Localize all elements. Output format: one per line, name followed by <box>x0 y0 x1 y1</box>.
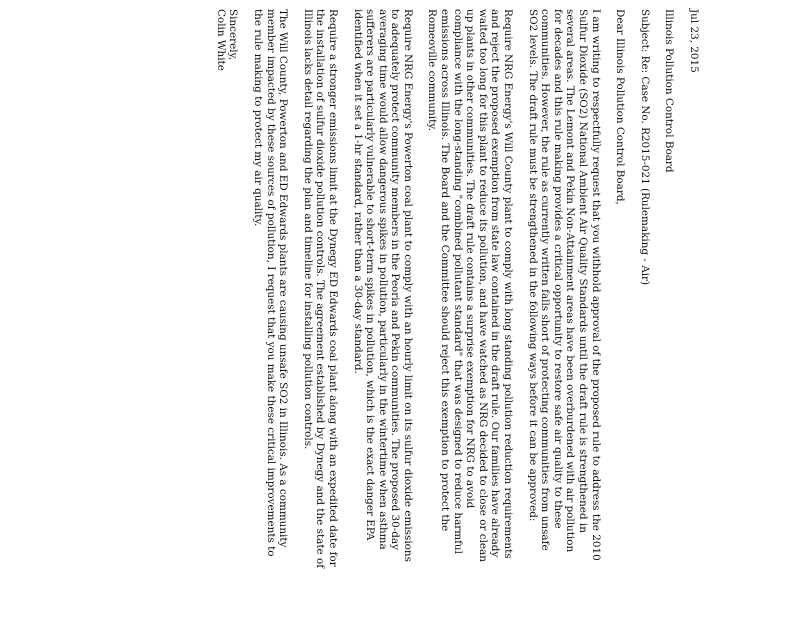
letter-paragraph: Require NRG Energy's Powerton coal plant to comply with an hourly limit on its sulfur dioxide emissions to adequately protect community members in the Peoria and Pekin communities. The proposed 30-day averaging time would allow dangerous spikes in pollution, particularly in the wintertime when asthma sufferers are particularly vulnerable to short-term spikes in pollution, which is the exact danger EPA identified when it set a 1-hr standard, rather than a 30-day standard. <box>351 9 414 562</box>
letter-paragraph: The Will County, Powerton and ED Edwards plants are causing unsafe SO2 in Illinois. As a community member impacted by these sources of pollution, I request that you make these critical improvements to the rule making to protect my air quality. <box>251 9 290 557</box>
letter-subject: Subject: Re: Case No. R2015-021 (Rulemaking - Air) <box>638 9 651 286</box>
letter-closing: Sincerely, <box>227 9 240 61</box>
letter-addressee: Illinois Pollution Control Board <box>663 9 676 173</box>
letter-paragraph: I am writing to respectfully request that you withhold approval of the proposed rule to address the 2010 Sulfur Dioxide (SO2) National Ambient Air Quality Standards until the draft rule is strengthened in several areas. The Lemont and Pekin Non-Attainment areas have been overburdened with air pollution for decades and this rule making provides a critical opportunity to restore safe air quality to these communities. However, the rule as currently written falls short of protecting communities from unsafe SO2 levels. The draft rule must be strengthened in the following ways before it can be approved: <box>526 9 602 561</box>
letter-signer: Colin White <box>214 9 227 71</box>
letter-paragraph: Require a stronger emissions limit at the Dynegy ED Edwards coal plant along with an expedited date for the installation of sulfur dioxide pollution controls. The agreement established by Dynegy and the state of Illinois lacks detail regarding the plan and timeline for installing pollution controls. <box>301 9 339 569</box>
letter-paragraph: Require NRG Energy's Will County plant to comply with long standing pollution reduction requirements and reject the proposed exemption from state law contained in the draft rule. Our families have already waited too long for this plant to reduce its pollution, and have watched as NRG decided to close or clean up plants in other communities. The draft rule contains a surprise exemption for NRG to avoid compliance with the long-standing "combined pollutant standard" that was designed to reduce harmful emissions across Illinois. The Board and the Committee should reject this exemption to protect the Romeoville community. <box>426 9 515 562</box>
letter-body <box>100 9 700 569</box>
letter-greeting: Dear Illinois Pollution Control Board, <box>614 9 627 205</box>
letter-date: Jul 23, 2015 <box>688 9 700 73</box>
